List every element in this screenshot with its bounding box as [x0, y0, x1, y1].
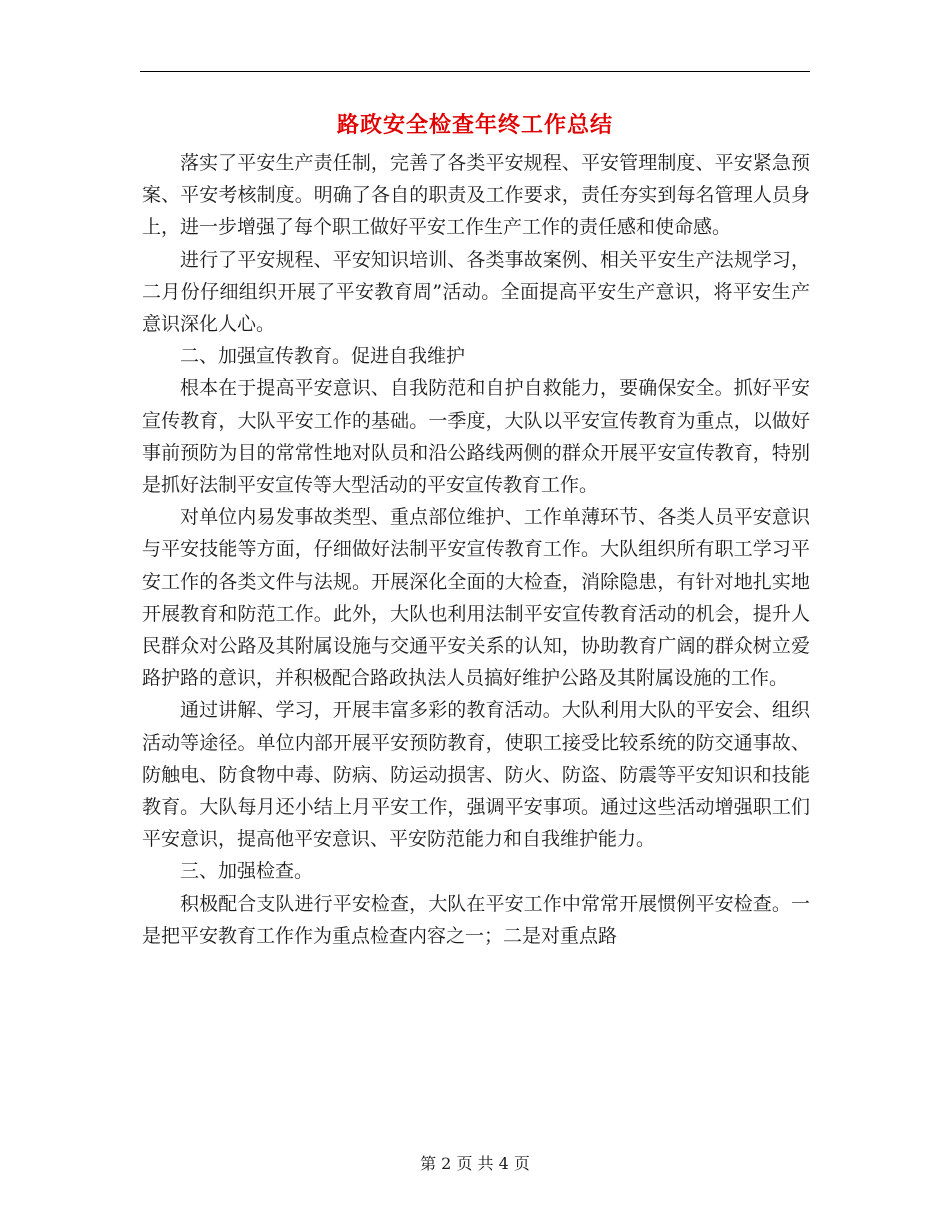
section-heading: 三、加强检查。 [180, 860, 314, 883]
paragraph: 对单位内易发事故类型、重点部位维护、工作单薄环节、各类人员平安意识与平安技能等方面，仔细做好法制平安宣传教育工作。大队组织所有职工学习平安工作的各类文件与法规。开展深化全面的大检查，消除隐患，有针对地扎实地开展教育和防范工作。此外，大队也利用法制平安宣传教育活动的机会，提升人民群众对公路及其附属设施与交通平安关系的认知，协助教育广阔的群众树立爱路护路的意识，并积极配合路政执法人员搞好维护公路及其附属设施的工作。 [142, 506, 810, 690]
paragraph: 落实了平安生产责任制，完善了各类平安规程、平安管理制度、平安紧急预案、平安考核制度。明确了各自的职责及工作要求，责任夯实到每名管理人员身上，进一步增强了每个职工做好平安工作生产工作的责任感和使命感。 [142, 152, 810, 239]
header-rule [140, 71, 810, 72]
paragraph: 根本在于提高平安意识、自我防范和自护自救能力，要确保安全。抓好平安宣传教育，大队平安工作的基础。一季度，大队以平安宣传教育为重点，以做好事前预防为目的常常性地对队员和沿公路线两侧的群众开展平安宣传教育，特别是抓好法制平安宣传等大型活动的平安宣传教育工作。 [142, 377, 810, 497]
paragraph: 进行了平安规程、平安知识培训、各类事故案例、相关平安生产法规学习，二月份仔细组织开展了平安教育周”活动。全面提高平安生产意识，将平安生产意识深化人心。 [142, 248, 810, 336]
paragraph: 通过讲解、学习，开展丰富多彩的教育活动。大队利用大队的平安会、组织活动等途径。单位内部开展平安预防教育，使职工接受比较系统的防交通事故、防触电、防食物中毒、防病、防运动损害、防火、防盗、防震等平安知识和技能教育。大队每月还小结上月平安工作，强调平安事项。通过这些活动增强职工们平安意识，提高他平安意识、平安防范能力和自我维护能力。 [142, 699, 810, 851]
section-heading: 二、加强宣传教育。促进自我维护 [180, 345, 466, 368]
page-number: 第 2 页 共 4 页 [420, 1154, 530, 1173]
document-title: 路政安全检查年终工作总结 [336, 112, 613, 138]
document-body [142, 147, 810, 952]
paragraph: 积极配合支队进行平安检查，大队在平安工作中常常开展惯例平安检查。一是把平安教育工作作为重点检查内容之一；二是对重点路 [142, 892, 810, 947]
